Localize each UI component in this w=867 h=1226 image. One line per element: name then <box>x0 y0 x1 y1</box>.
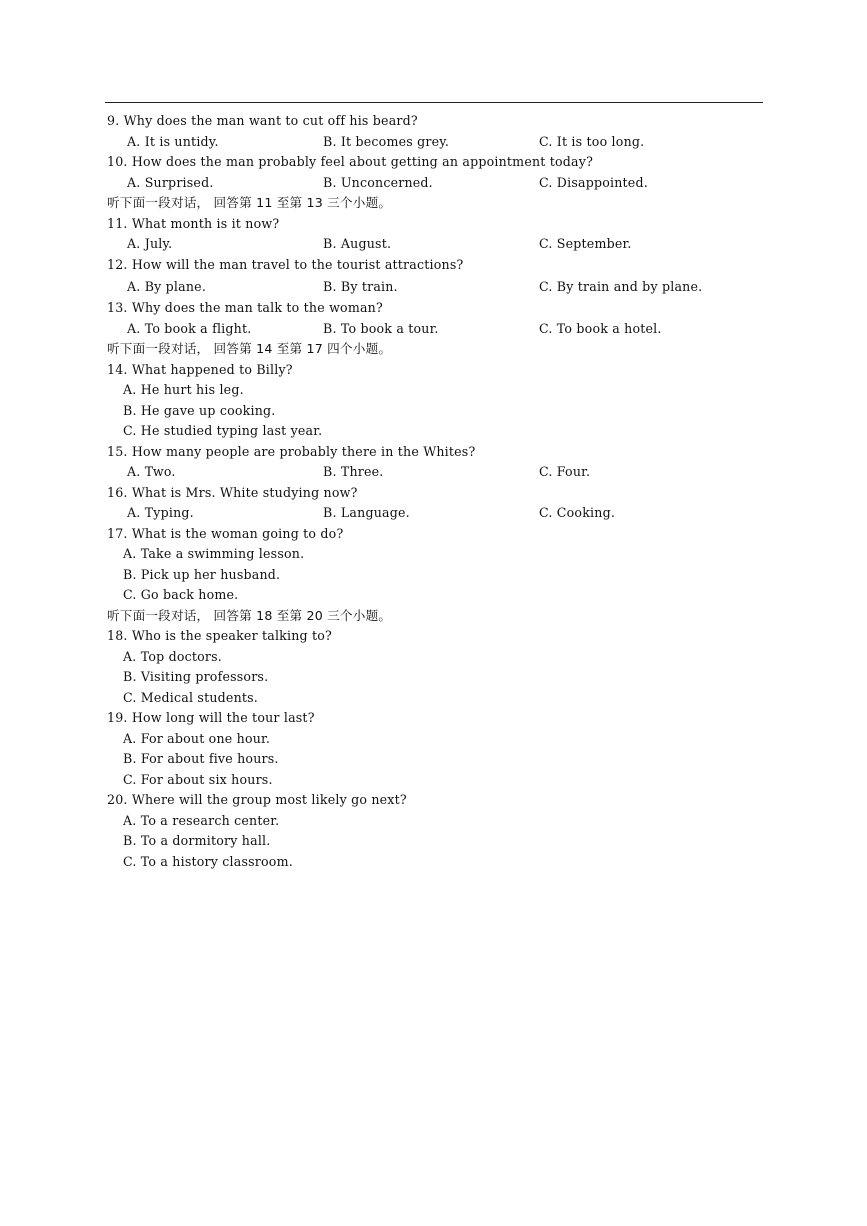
option-a: A. Take a swimming lesson. <box>123 546 305 561</box>
question-stem: 10. How does the man probably feel about getting an appointment today? <box>107 154 594 169</box>
option-c: C. It is too long. <box>539 133 645 149</box>
options-row <box>107 173 767 194</box>
option-b: B. Three. <box>323 464 384 479</box>
option-a: A. Top doctors. <box>123 648 222 664</box>
option-c: C. He studied typing last year. <box>123 423 323 438</box>
option-b: B. Unconcerned. <box>323 174 433 190</box>
question-stem: 18. Who is the speaker talking to? <box>107 628 333 643</box>
option-a: A. To book a flight. <box>127 320 252 336</box>
options-row <box>107 132 767 153</box>
option-a: A. July. <box>127 236 173 251</box>
question-stem: 9. Why does the man want to cut off his beard? <box>107 113 418 128</box>
option-c: C. Go back home. <box>123 587 239 602</box>
option-a: A. Two. <box>127 464 176 479</box>
options-row <box>107 503 767 524</box>
section-instruction: 听下面一段对话， 回答第 14 至第 17 四个小题。 <box>107 341 392 356</box>
option-b: B. By train. <box>323 279 398 294</box>
section-instruction: 听下面一段对话， 回答第 11 至第 13 三个小题。 <box>107 195 392 210</box>
question-stem: 16. What is Mrs. White studying now? <box>107 484 358 500</box>
question-stem: 20. Where will the group most likely go next? <box>107 792 407 807</box>
option-c: C. For about six hours. <box>123 771 273 787</box>
question-list <box>107 111 767 872</box>
option-a: A. It is untidy. <box>127 133 219 149</box>
option-c: C. Cooking. <box>539 505 616 520</box>
option-a: A. Surprised. <box>127 174 214 190</box>
option-b: B. He gave up cooking. <box>123 402 276 418</box>
option-b: B. For about five hours. <box>123 751 279 766</box>
options-row <box>107 275 767 298</box>
option-a: A. Typing. <box>127 505 194 520</box>
option-b: B. Visiting professors. <box>123 669 269 684</box>
options-row <box>107 234 767 255</box>
question-stem: 14. What happened to Billy? <box>107 361 293 377</box>
question-stem: 13. Why does the man talk to the woman? <box>107 300 383 315</box>
section-instruction: 听下面一段对话， 回答第 18 至第 20 三个小题。 <box>107 607 392 623</box>
option-b: B. To book a tour. <box>323 320 439 336</box>
option-c: C. To a history classroom. <box>123 853 293 869</box>
question-stem: 17. What is the woman going to do? <box>107 525 344 541</box>
option-b: B. To a dormitory hall. <box>123 833 271 848</box>
header-rule <box>105 102 763 103</box>
option-c: C. To book a hotel. <box>539 320 662 336</box>
question-stem: 12. How will the man travel to the tourist attractions? <box>107 256 464 272</box>
option-b: B. Pick up her husband. <box>123 566 281 582</box>
option-b: B. Language. <box>323 505 410 520</box>
question-stem: 19. How long will the tour last? <box>107 710 315 725</box>
option-b: B. August. <box>323 236 392 251</box>
option-a: A. For about one hour. <box>123 730 271 746</box>
option-b: B. It becomes grey. <box>323 133 450 149</box>
option-c: C. Medical students. <box>123 689 259 705</box>
option-a: A. To a research center. <box>123 812 280 828</box>
option-c: C. Four. <box>539 464 591 479</box>
question-stem: 11. What month is it now? <box>107 215 280 231</box>
option-a: A. By plane. <box>127 279 207 294</box>
option-a: A. He hurt his leg. <box>123 382 244 397</box>
options-row <box>107 319 767 340</box>
options-row <box>107 462 767 483</box>
question-stem: 15. How many people are probably there in the Whites? <box>107 443 476 459</box>
option-c: C. September. <box>539 236 632 251</box>
option-c: C. By train and by plane. <box>539 279 703 294</box>
option-c: C. Disappointed. <box>539 174 648 190</box>
